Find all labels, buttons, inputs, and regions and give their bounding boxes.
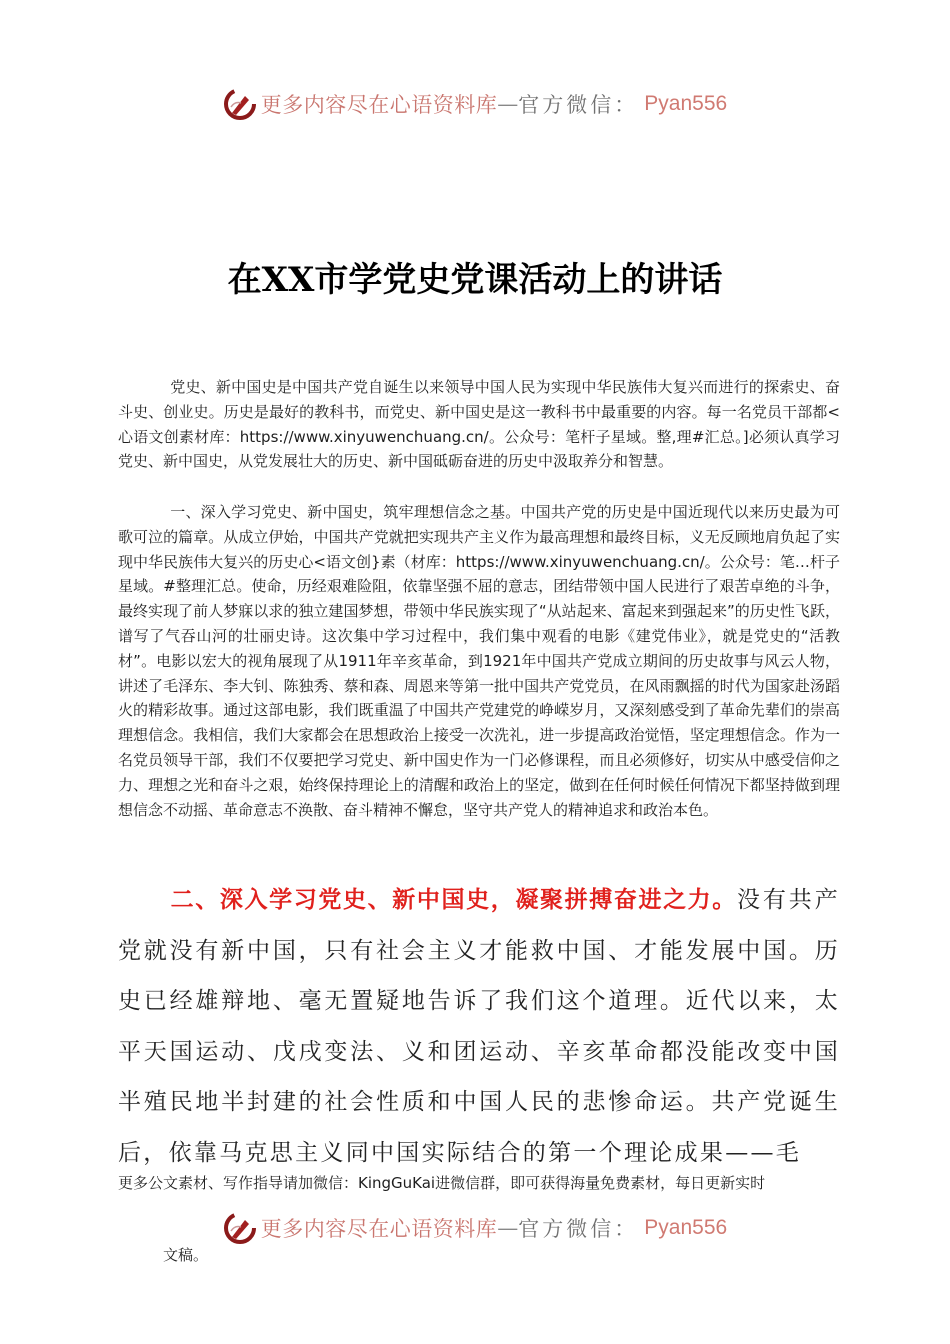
pen-nib-logo-icon <box>223 1211 257 1245</box>
watermark-slogan: 更多内容尽在心语资料库 <box>260 93 498 117</box>
section-2-heading: 二、深入学习党史、新中国史，凝聚拼搏奋进之力。 <box>170 887 737 913</box>
section-2-body: 没有共产党就没有新中国，只有社会主义才能救中国、才能发展中国。历史已经雄辩地、毫无置疑地告诉了我们这个道理。近代以来，太平天国运动、戊戌变法、义和团运动、辛亥革命都没能改变中国半殖民地半封建的社会性质和中国人民的悲惨命运。共产党诞生后，依靠马克思主义同中国实际结合的第一个理论成果——毛 <box>118 887 841 1166</box>
paragraph-section-2 <box>118 875 840 1178</box>
document-title: 在XX市学党史党课活动上的讲话 <box>227 260 723 300</box>
footer-promo-tail: 文稿。 <box>163 1246 209 1264</box>
paragraph-intro <box>118 375 840 474</box>
watermark-wechat-id: Pyan556 <box>644 1216 728 1239</box>
paragraph-section-1-text: 一、深入学习党史、新中国史，筑牢理想信念之基。中国共产党的历史是中国近现代以来历史最为可歌可泣的篇章。从成立伊始，中国共产党就把实现共产主义作为最高理想和最终目标，义无反顾地肩负起了实现中华民族伟大复兴的历史心<语文创}素（材库：https://www.xinyuwenchuang.cn/。公众号：笔…杆子星域。#整理汇总。使命，历经艰难险阻，依靠坚强不屈的意志，团结带领中国人民进行了艰苦卓绝的斗争，最终实现了前人梦寐以求的独立建国梦想，带领中华民族实现了“从站起来、富起来到强起来”的历史性飞跃，谱写了气吞山河的壮丽史诗。这次集中学习过程中，我们集中观看的电影《建党伟业》，就是党史的“活教材”。电影以宏大的视角展现了从1911年辛亥革命，到1921年中国共产党成立期间的历史故事与风云人物，讲述了毛泽东、李大钊、陈独秀、蔡和森、周恩来等第一批中国共产党党员，在风雨飘摇的时代为国家赴汤蹈火的精彩故事。通过这部电影，我们既重温了中国共产党建党的峥嵘岁月，又深刻感受到了革命先辈们的崇高理想信念。我相信，我们大家都会在思想政治上接受一次洗礼，进一步提高政治觉悟，坚定理想信念。作为一名党员领导干部，我们不仅要把学习党史、新中国史作为一门必修课程，而且必须修好，切实从中感受信仰之力、理想之光和奋斗之艰，始终保持理论上的清醒和政治上的坚定，做到在任何时候任何情况下都坚持做到理想信念不动摇、革命意志不涣散、奋斗精神不懈怠，坚守共产党人的精神追求和政治本色。 <box>118 503 840 819</box>
watermark-wechat-label: 官方微信： <box>518 1217 639 1241</box>
footer-watermark <box>0 1208 950 1248</box>
watermark-dash: — <box>497 1216 519 1240</box>
watermark-wechat-label: 官方微信： <box>518 93 639 117</box>
paragraph-intro-text: 党史、新中国史是中国共产党自诞生以来领导中国人民为实现中华民族伟大复兴而进行的探索史、奋斗史、创业史。历史是最好的教科书，而党史、新中国史是这一教科书中最重要的内容。每一名党员干部都<心语文创素材库：https://www.xinyuwenchuang.cn/。公众号：笔杆子星域。整,理#汇总。]必须认真学习党史、新中国史，从党发展壮大的历史、新中国砥砺奋进的历史中汲取养分和智慧。 <box>118 378 840 471</box>
pen-nib-logo-icon <box>223 87 257 121</box>
paragraph-section-1 <box>118 500 840 822</box>
header-watermark <box>0 84 950 124</box>
watermark-dash: — <box>497 92 519 116</box>
watermark-wechat-id: Pyan556 <box>644 92 728 115</box>
footer-promo-note: 更多公文素材、写作指导请加微信：KingGuKai进微信群，即可获得海量免费素材，每日更新实时 <box>118 1174 766 1192</box>
watermark-slogan: 更多内容尽在心语资料库 <box>260 1217 498 1241</box>
